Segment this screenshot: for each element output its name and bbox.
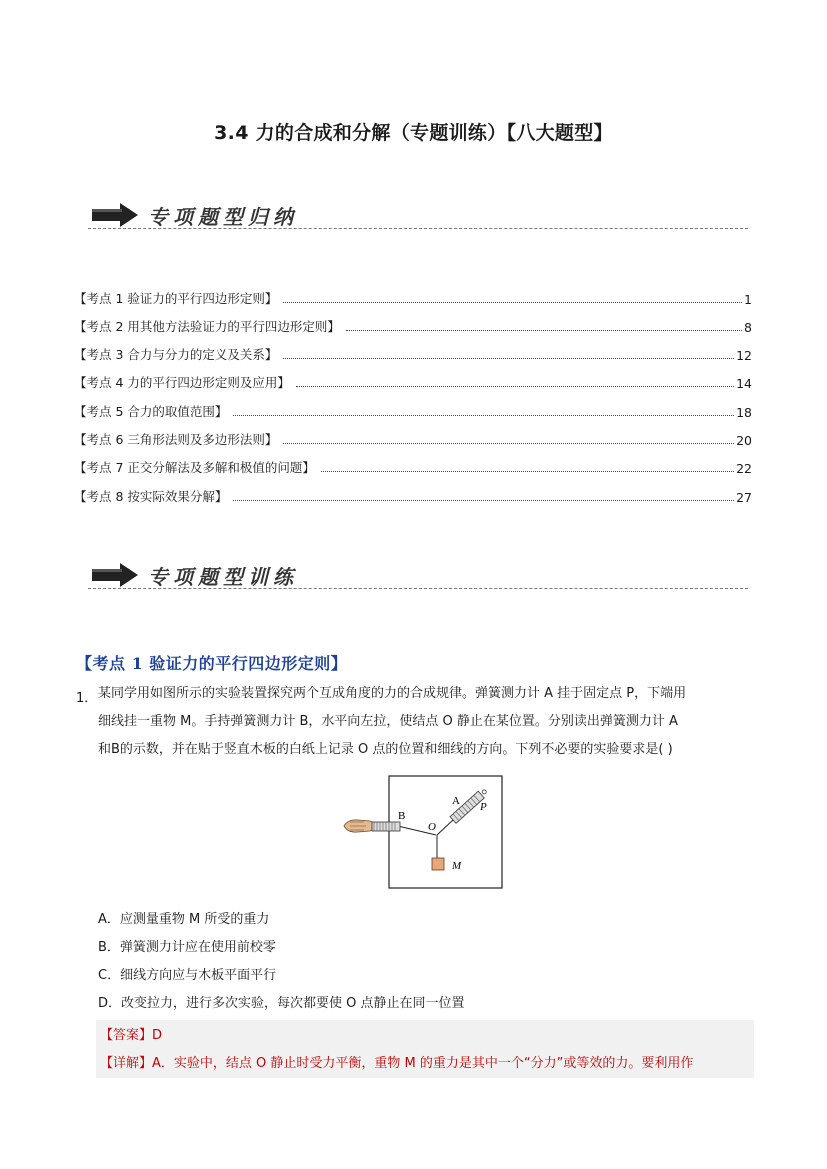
toc-item[interactable]: [74, 317, 752, 335]
toc-item-label: 【考点 1 验证力的平行四边形定则】: [74, 291, 278, 306]
banner-divider: [88, 588, 748, 589]
toc-item[interactable]: [74, 430, 752, 448]
label-p: P: [480, 801, 487, 813]
question-line: 细线挂一重物 M。手持弹簧测力计 B，水平向左拉，使结点 O 静止在某位置。分别读出弹簧测力计 A: [98, 714, 678, 729]
summary-banner-text: 专项题型归纳: [148, 205, 298, 229]
toc-item[interactable]: [74, 402, 752, 420]
toc-leader-dots: [233, 500, 734, 501]
experiment-figure: [340, 770, 510, 896]
toc-item[interactable]: [74, 373, 752, 391]
question-line: 某同学用如图所示的实验装置探究两个互成角度的力的合成规律。弹簧测力计 A 挂于固定点 P，下端用: [98, 686, 687, 701]
toc-item[interactable]: [74, 289, 752, 307]
weight-m: [432, 858, 444, 870]
toc-item[interactable]: [74, 345, 752, 363]
wooden-board: [389, 776, 502, 888]
toc-leader-dots: [233, 415, 734, 416]
toc-item-page: 8: [744, 320, 752, 335]
toc-leader-dots: [321, 471, 734, 472]
training-banner-text: 专项题型训练: [148, 565, 298, 589]
toc-item-label: 【考点 6 三角形法则及多边形法则】: [74, 432, 278, 447]
toc-item-page: 22: [736, 461, 752, 476]
question-number: 1．: [76, 691, 98, 706]
toc-leader-dots: [296, 386, 734, 387]
detail-line: 【详解】A．实验中，结点 O 静止时受力平衡，重物 M 的重力是其中一个“分力”或等效的力。要利用作: [100, 1056, 694, 1071]
option-b[interactable]: B．弹簧测力计应在使用前校零: [98, 940, 276, 955]
arrow-right-icon: [90, 562, 140, 588]
toc-item-page: 18: [736, 405, 752, 420]
toc-leader-dots: [283, 302, 742, 303]
label-m: M: [452, 860, 462, 872]
hand-icon: [344, 820, 374, 832]
label-a: A: [452, 795, 460, 807]
banner-divider: [88, 228, 748, 229]
training-banner: [88, 558, 748, 592]
toc-leader-dots: [283, 443, 734, 444]
toc-item[interactable]: [74, 487, 752, 505]
label-o: O: [428, 821, 436, 833]
toc-leader-dots: [283, 358, 734, 359]
question-stem: [98, 680, 758, 764]
experiment-diagram: [340, 770, 510, 892]
option-c[interactable]: C．细线方向应与木板平面平行: [98, 968, 277, 983]
toc-item-label: 【考点 8 按实际效果分解】: [74, 489, 228, 504]
option-d[interactable]: D．改变拉力，进行多次实验，每次都要使 O 点静止在同一位置: [98, 996, 465, 1011]
toc-item-label: 【考点 5 合力的取值范围】: [74, 404, 228, 419]
toc-item[interactable]: [74, 458, 752, 476]
toc-leader-dots: [346, 330, 742, 331]
toc-item-page: 1: [744, 292, 752, 307]
toc-item-page: 12: [736, 348, 752, 363]
toc-item-label: 【考点 7 正交分解法及多解和极值的问题】: [74, 460, 315, 475]
section-heading: 【考点 1 验证力的平行四边形定则】: [76, 654, 348, 673]
answer-line: 【答案】D: [100, 1028, 163, 1043]
toc-item-page: 27: [736, 490, 752, 505]
label-b: B: [398, 810, 406, 822]
toc-item-page: 14: [736, 376, 752, 391]
toc-item-label: 【考点 4 力的平行四边形定则及应用】: [74, 375, 290, 390]
option-a[interactable]: A．应测量重物 M 所受的重力: [98, 912, 270, 927]
arrow-right-icon: [90, 202, 140, 228]
page-title: 3.4 力的合成和分解（专题训练）【八大题型】: [214, 122, 613, 144]
answer-block: [96, 1020, 754, 1078]
toc-item-label: 【考点 2 用其他方法验证力的平行四边形定则】: [74, 319, 340, 334]
toc-item-label: 【考点 3 合力与分力的定义及关系】: [74, 347, 278, 362]
summary-banner: [88, 198, 748, 232]
toc-item-page: 20: [736, 433, 752, 448]
question-line: 和B的示数，并在贴于竖直木板的白纸上记录 O 点的位置和细线的方向。下列不必要的实验要求是( ): [98, 742, 673, 757]
